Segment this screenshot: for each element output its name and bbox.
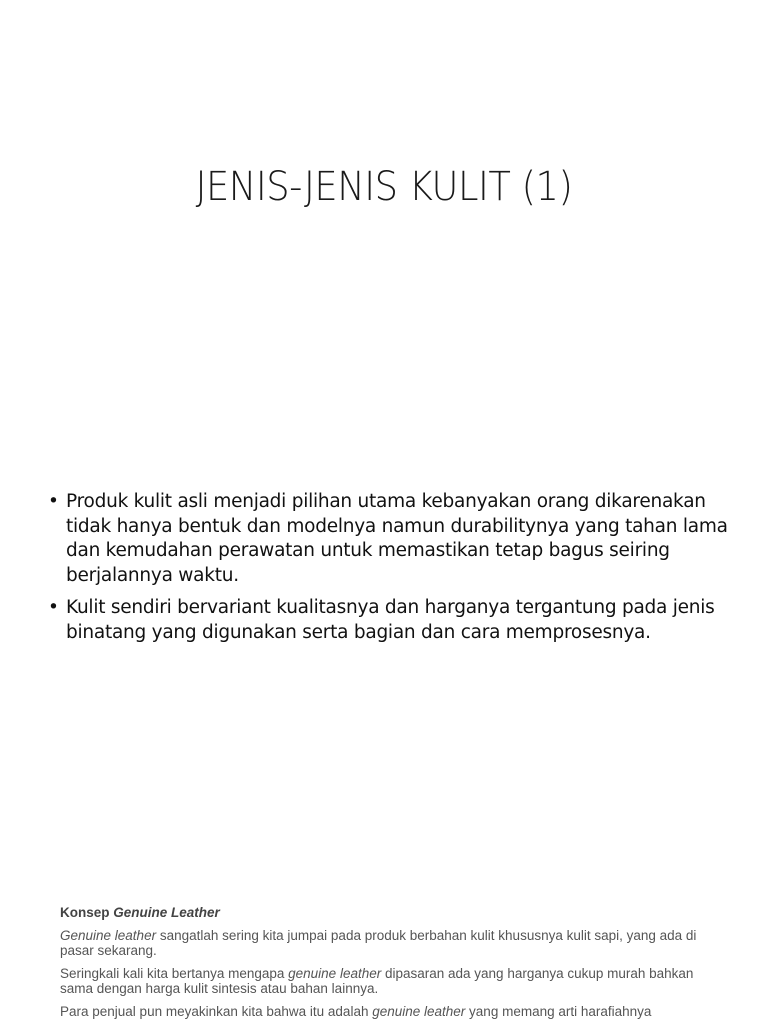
notes-italic-term: genuine leather <box>372 1004 466 1019</box>
bullet-text: Kulit sendiri bervariant kualitasnya dan harganya tergantung pada jenis binatang yang digunakan serta bagian dan cara memprosesnya. <box>66 597 715 643</box>
notes-italic-term: Genuine leather <box>60 928 157 943</box>
notes-paragraph <box>60 966 710 996</box>
notes-paragraph <box>60 1004 710 1019</box>
notes-text: dipasaran ada yang harganya cukup murah bahkan sama dengan harga kulit sintesis atau bahan lainnya. <box>60 966 694 996</box>
notes-italic-term: genuine leather <box>288 966 382 981</box>
bullet-item <box>48 596 728 645</box>
bullet-marker: • <box>48 597 59 618</box>
notes-heading <box>60 905 710 920</box>
notes-text: Seringkali kali kita bertanya mengapa <box>60 966 289 981</box>
bullet-text: Produk kulit asli menjadi pilihan utama kebanyakan orang dikarenakan tidak hanya bentuk dan modelnya namun durabilitynya yang tahan lama dan kemudahan perawatan untuk memastikan tetap bagus seiring berjalannya waktu. <box>66 491 728 586</box>
notes-section <box>60 905 710 1027</box>
notes-text: yang memang arti harafiahnya <box>465 1004 652 1019</box>
notes-text: Para penjual pun meyakinkan kita bahwa itu adalah <box>60 1004 373 1019</box>
bullet-marker: • <box>48 491 59 512</box>
notes-heading-italic: Genuine Leather <box>113 905 220 920</box>
slide-title: JENIS-JENIS KULIT (1) <box>195 164 573 210</box>
bullet-list <box>48 490 728 653</box>
notes-text: sangatlah sering kita jumpai pada produk berbahan kulit khususnya kulit sapi, yang ada di pasar sekarang. <box>60 928 697 958</box>
bullet-item <box>48 490 728 588</box>
notes-paragraph <box>60 928 710 958</box>
notes-heading-prefix: Konsep <box>60 905 114 920</box>
